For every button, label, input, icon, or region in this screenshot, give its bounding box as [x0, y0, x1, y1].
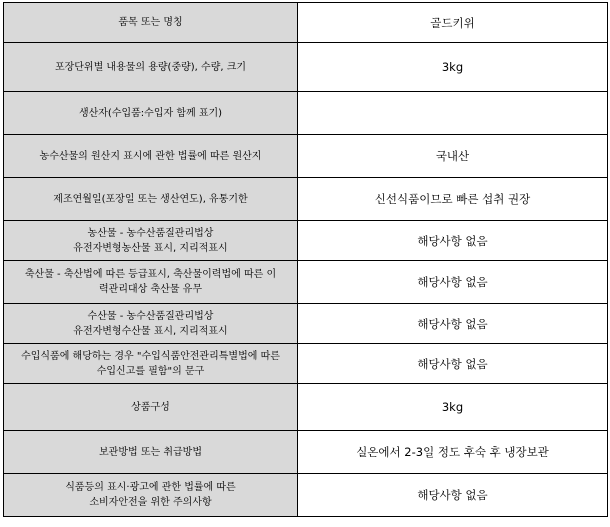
table-row [4, 384, 608, 431]
row-label: 축산물 - 축산법에 따른 등급표시, 축산물이력법에 따른 이 력관리대상 축산물 유무 [4, 261, 298, 304]
row-label: 보관방법 또는 취급방법 [4, 431, 298, 474]
table-row [4, 431, 608, 474]
row-label: 수입식품에 해당하는 경우 "수입식품안전관리특별법에 따른 수입신고를 필함"의 문구 [4, 344, 298, 384]
row-value: 신선식품이므로 빠른 섭취 권장 [298, 178, 608, 221]
row-value: 3kg [298, 384, 608, 431]
row-value: 실온에서 2-3일 정도 후숙 후 냉장보관 [298, 431, 608, 474]
row-value: 해당사항 없음 [298, 221, 608, 261]
product-info-table [3, 2, 608, 517]
row-label: 상품구성 [4, 384, 298, 431]
table-row [4, 135, 608, 178]
table-row [4, 43, 608, 92]
row-value: 골드키위 [298, 3, 608, 43]
table-row [4, 474, 608, 517]
row-label: 식품등의 표시·광고에 관한 법률에 따른 소비자안전을 위한 주의사항 [4, 474, 298, 517]
row-label: 제조연월일(포장일 또는 생산연도), 유통기한 [4, 178, 298, 221]
row-value: 해당사항 없음 [298, 304, 608, 344]
row-label: 생산자(수입품:수입자 함께 표기) [4, 92, 298, 135]
table-row [4, 178, 608, 221]
table-row [4, 92, 608, 135]
row-label: 농수산물의 원산지 표시에 관한 법률에 따른 원산지 [4, 135, 298, 178]
row-value: 3kg [298, 43, 608, 92]
row-label: 농산물 - 농수산품질관리법상 유전자변형농산물 표시, 지리적표시 [4, 221, 298, 261]
row-label: 품목 또는 명칭 [4, 3, 298, 43]
row-label: 수산물 - 농수산품질관리법상 유전자변형수산물 표시, 지리적표시 [4, 304, 298, 344]
row-value: 국내산 [298, 135, 608, 178]
row-label: 포장단위별 내용물의 용량(중량), 수량, 크기 [4, 43, 298, 92]
table-row [4, 3, 608, 43]
row-value: 해당사항 없음 [298, 261, 608, 304]
table-row [4, 221, 608, 261]
row-value: 해당사항 없음 [298, 474, 608, 517]
row-value: 해당사항 없음 [298, 344, 608, 384]
table-row [4, 304, 608, 344]
table-row [4, 344, 608, 384]
table-row [4, 261, 608, 304]
row-value [298, 92, 608, 135]
